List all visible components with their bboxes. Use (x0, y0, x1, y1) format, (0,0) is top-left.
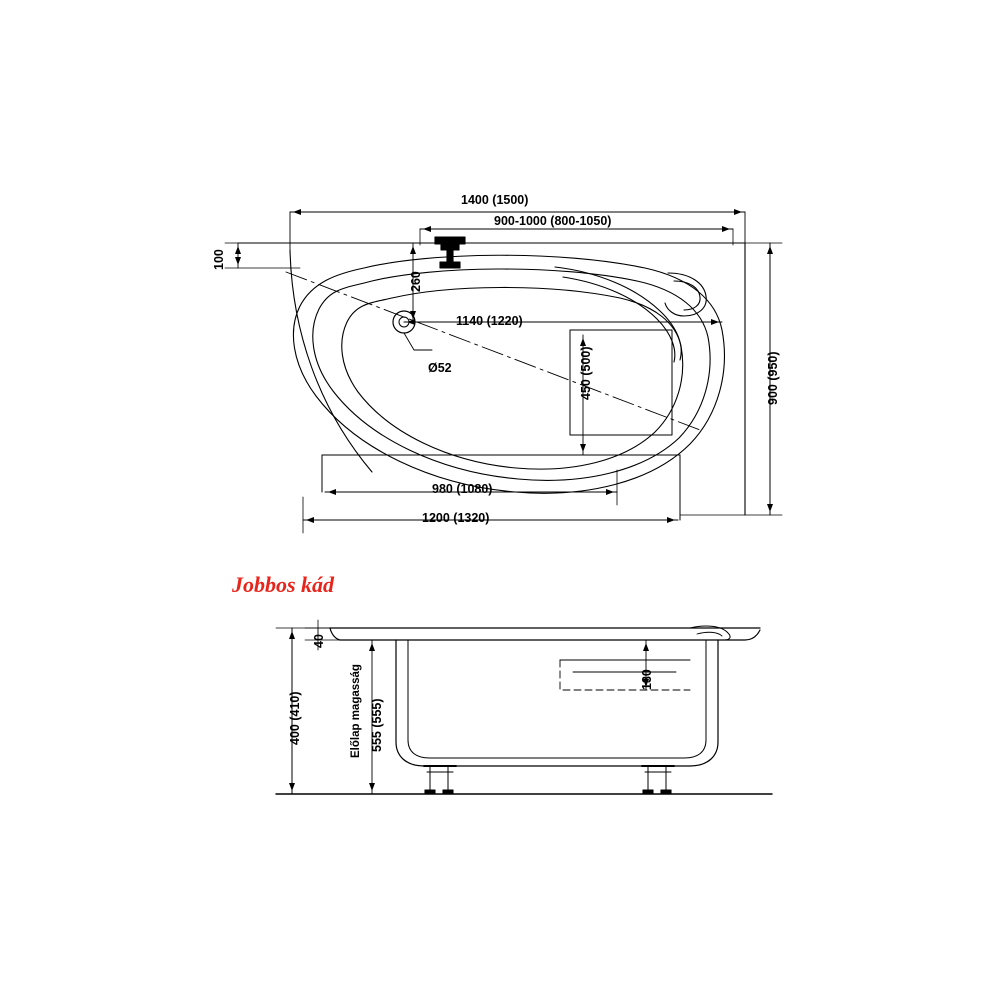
dim-overall-width: 1400 (1500) (461, 193, 529, 207)
dim-waste-diameter: Ø52 (428, 361, 452, 375)
dim-overall-depth: 900 (950) (766, 351, 780, 405)
dim-inner-depth-a: 980 (1080) (432, 482, 493, 496)
dim-panel-height-value: 555 (555) (370, 698, 384, 752)
dim-drain-offset: 260 (409, 271, 423, 292)
drawing-title-note: Jobbos kád (232, 572, 335, 597)
dim-inner-length: 1140 (1220) (456, 314, 523, 328)
dim-total-height: 400 (410) (288, 691, 302, 745)
dim-inner-depth-b: 1200 (1320) (422, 511, 490, 525)
label-panel-height: Előlap magasság (350, 664, 362, 758)
dim-left-offset: 100 (212, 249, 226, 270)
dim-inner-width-range: 900-1000 (800-1050) (494, 214, 612, 228)
dim-inner-depth-side: 130 (640, 669, 654, 690)
dim-rim-thickness: 40 (312, 634, 326, 648)
dim-seat-width: 450 (500) (579, 346, 593, 400)
